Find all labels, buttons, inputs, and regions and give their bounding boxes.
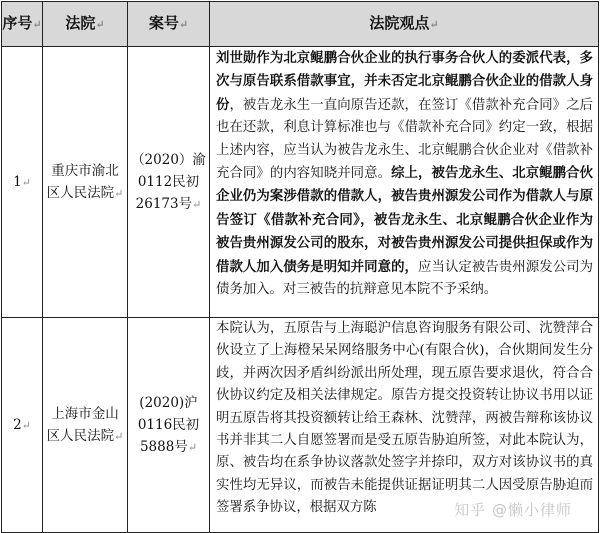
- case-number: （2020）渝0112民初26173号↵: [128, 47, 210, 318]
- court-opinion: [210, 47, 599, 318]
- opinion-segment: ，被告龙永生一直向原告还款，在签订《借款补充合同》之后也在还款，利息计算标准也与《借款补充合同》约定一致，根据上述内容，应当认为被告龙永生、北京鲲鹏合伙企业对《借款补充合同》的内容知晓并同意。: [216, 97, 593, 182]
- court-name: 重庆市渝北区人民法院↵: [43, 47, 128, 318]
- header-opinion: 法院观点↵: [210, 2, 599, 47]
- case-number: (2020)沪0116民初5888号↵: [128, 318, 210, 533]
- row-number: 1↵: [2, 47, 43, 318]
- opinion-segment: 应当认定被告贵州源发公司为债务加入。对三被告的抗辩意见本院不予采纳。: [216, 259, 594, 298]
- header-case: 案号↵: [128, 2, 210, 47]
- header-court: 法院↵: [43, 2, 128, 47]
- header-no: 序号↵: [2, 2, 43, 47]
- watermark: 知乎 @懒小律师: [454, 501, 572, 519]
- court-opinions-table: [1, 1, 599, 533]
- court-name: 上海市金山区人民法院↵: [43, 318, 128, 533]
- opinion-segment: 刘世勋作为北京鲲鹏合伙企业的执行事务合伙人的委派代表，多次与原告联系借款事宜，并未否定北京鲲鹏合伙企业的借款人身份: [216, 50, 593, 113]
- opinion-segment: 综上，被告龙永生、北京鲲鹏合伙企业仍为案涉借款的借款人，被告贵州源发公司作为借款人与原告签订《借款补充合同》，被告龙永生、北京鲲鹏合伙企业作为被告贵州源发公司的股东，对被告贵州源发公司提供担保或作为借款人加入债务是明知并同意的，: [216, 165, 594, 275]
- header-row: [2, 2, 599, 47]
- table-row: [2, 47, 599, 318]
- row-number: 2↵: [2, 318, 43, 533]
- opinion-segment: 本院认为，五原告与上海聪沪信息咨询服务有限公司、沈赞萍合伙设立了上海橙呆呆网络服务中心(有限合伙)，合伙期间发生分歧，并两次因矛盾纠纷派出所处理，现五原告要求退伙，符合合伙协议约定及相关法律规定。原告方提交投资转让协议书用以证明五原告将其投资额转让给王森林、沈赞萍，两被告辩称该协议书并非其二人自愿签署而是受五原告胁迫所签，对此本院认为，原、被告均在系争协议落款处签字并捺印，双方对该协议书的真实性均无异议，而被告未能提供证据证明其二人因受原告胁迫而签署系争协议，根据双方陈: [216, 321, 593, 516]
